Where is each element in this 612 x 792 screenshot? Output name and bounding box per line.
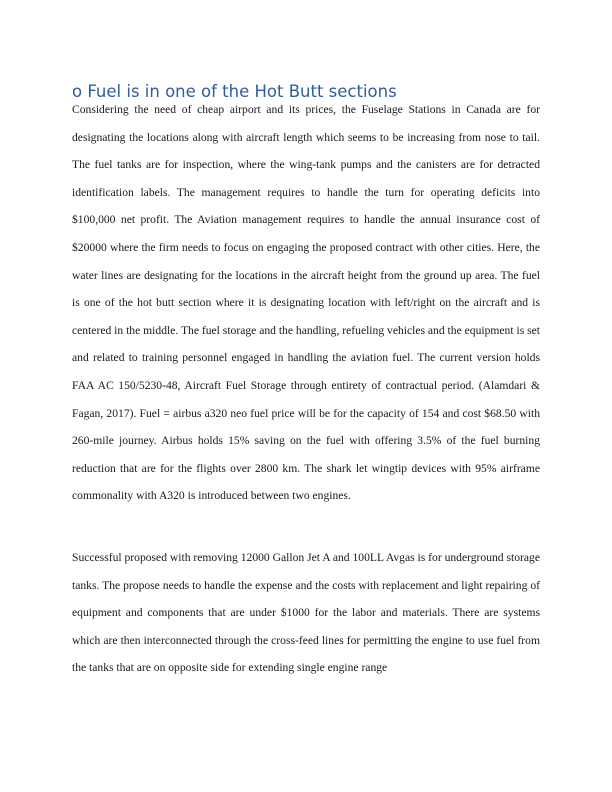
section-heading: o Fuel is in one of the Hot Butt sections (72, 82, 397, 101)
body-paragraph-2: Successful proposed with removing 12000 Gallon Jet A and 100LL Avgas is for underground storage tanks. The propose needs to handle the expense and the costs with replacement and light repairing of equipment and components that are under $1000 for the labor and materials. There are systems which are then interconnected through the cross-feed lines for permitting the engine to use fuel from the tanks that are on opposite side for extending single engine range (72, 551, 540, 675)
body-paragraph-1: Considering the need of cheap airport and its prices, the Fuselage Stations in Canada are for designating the locations along with aircraft length which seems to be increasing from nose to tail. The fuel tanks are for inspection, where the wing-tank pumps and the canisters are for detracted identification labels. The management requires to handle the turn for operating deficits into $100,000 net profit. The Aviation management requires to handle the annual insurance cost of $20000 where the firm needs to focus on engaging the proposed contract with other cities. Here, the water lines are designating for the locations in the aircraft height from the ground up area. The fuel is one of the hot butt section where it is designating location with left/right on the aircraft and is centered in the middle. The fuel storage and the handling, refueling vehicles and the equipment is set and related to training personnel engaged in handling the aviation fuel. The current version holds FAA AC 150/5230-48, Aircraft Fuel Storage through entirety of contractual period. (Alamdari & Fagan, 2017). Fuel = airbus a320 neo fuel price will be for the capacity of 154 and cost $68.50 with 260-mile journey. Airbus holds 15% saving on the fuel with offering 3.5% of the fuel burning reduction that are for the flights over 2800 km. The shark let wingtip devices with 95% airframe commonality with A320 is introduced between two engines. (72, 103, 540, 503)
